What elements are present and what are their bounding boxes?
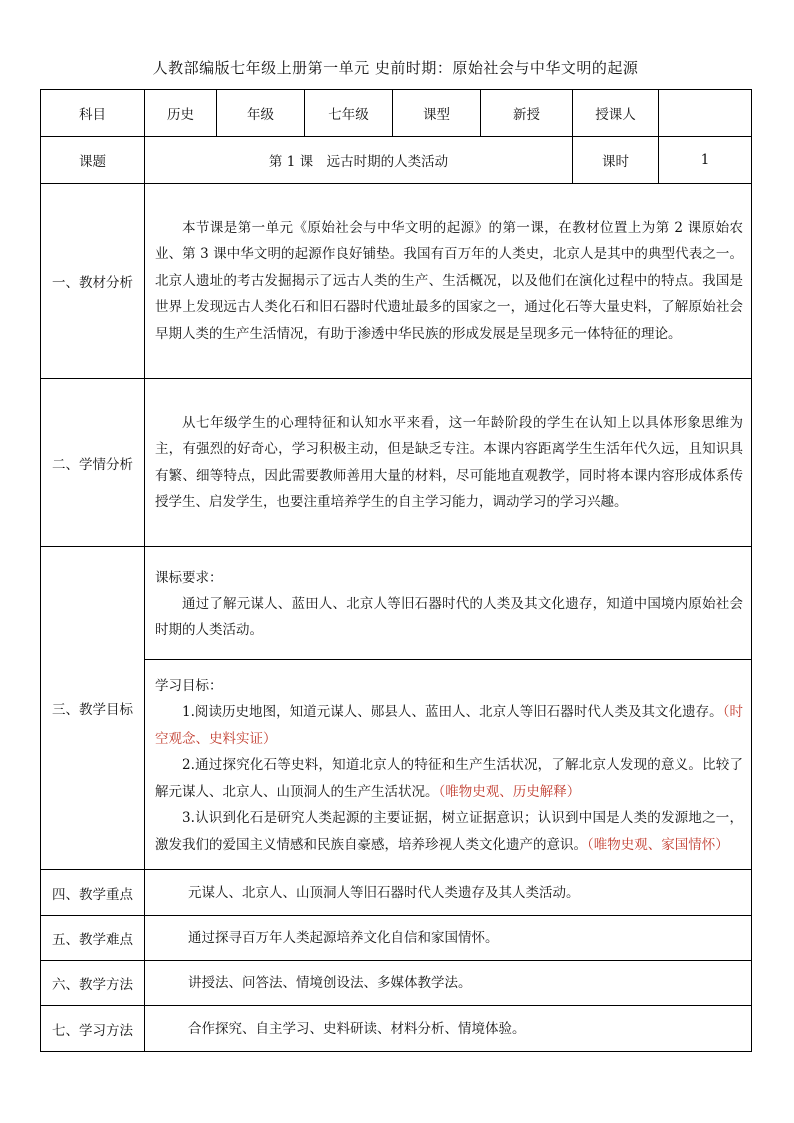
grade-value: 七年级 xyxy=(305,90,393,137)
topic-label: 课题 xyxy=(41,137,145,184)
learner-row xyxy=(41,379,752,547)
goal-2 xyxy=(155,752,743,805)
standard-cell xyxy=(145,547,752,660)
goal-3-tag: （唯物史观、家国情怀） xyxy=(587,836,729,853)
type-value: 新授 xyxy=(481,90,573,137)
header-row-1 xyxy=(41,90,752,137)
key-label: 四、教学重点 xyxy=(41,870,145,916)
method-label: 六、教学方法 xyxy=(41,961,145,1006)
standard-title: 课标要求： xyxy=(155,569,223,586)
grade-label: 年级 xyxy=(217,90,305,137)
goal-2-tag: （唯物史观、历史解释） xyxy=(438,783,581,800)
study-row xyxy=(41,1006,752,1052)
learner-text: 从七年级学生的心理特征和认知水平来看，这一年龄阶段的学生在认知上以具体形象思维为主，有强烈的好奇心，学习积极主动，但是缺乏专注。本课内容距离学生生活年代久远，且知识具有繁、细等特点，因此需要教师善用大量的材料，尽可能地直观教学，同时将本课内容形成体系传授学生、启发学生，也要注重培养学生的自主学习能力，调动学习的学习兴趣。 xyxy=(155,414,743,510)
goals-row-standard xyxy=(41,547,752,660)
goal-3 xyxy=(155,805,743,858)
method-text: 讲授法、问答法、情境创设法、多媒体教学法。 xyxy=(188,975,472,991)
analysis-cell xyxy=(145,184,752,379)
goal-1 xyxy=(155,699,743,752)
learner-label: 二、学情分析 xyxy=(41,379,145,547)
goal-1-tag: （时空观念、史料实证） xyxy=(155,704,744,747)
teacher-value xyxy=(659,90,752,137)
goal-1-text: 1.阅读历史地图，知道元谋人、郧县人、蓝田人、北京人等旧石器时代人类及其文化遗存。 xyxy=(182,704,723,720)
difficult-row xyxy=(41,916,752,961)
analysis-row xyxy=(41,184,752,379)
study-label: 七、学习方法 xyxy=(41,1006,145,1052)
goal-3-text: 3.认识到化石是研究人类起源的主要证据，树立证据意识；认识到中国是人类的发源地之一，激发我们的爱国主义情感和民族自豪感，培养珍视人类文化遗产的意识。 xyxy=(155,810,743,853)
header-row-2 xyxy=(41,137,752,184)
learning-cell xyxy=(145,660,752,870)
analysis-label: 一、教材分析 xyxy=(41,184,145,379)
analysis-text: 本节课是第一单元《原始社会与中华文明的起源》的第一课，在教材位置上为第 2 课原始农业、第 3 课中华文明的起源作良好铺垫。我国有百万年的人类史，北京人是其中的典型代表之一。北京人遗址的考古发掘揭示了远古人类的生产、生活概况，以及他们在演化过程中的特点。我国是世界上发现远古人类化石和旧石器时代遗址最多的国家之一，通过化石等大量史料，了解原始社会早期人类的生产生活情况，有助于渗透中华民族的形成发展是呈现多元一体特征的理论。 xyxy=(155,219,743,342)
goal-2-text: 2.通过探究化石等史料，知道北京人的特征和生产生活状况，了解北京人发现的意义。比较了解元谋人、北京人、山顶洞人的生产生活状况。 xyxy=(155,757,743,800)
topic-value: 第 1 课 远古时期的人类活动 xyxy=(145,137,573,184)
lesson-plan-table xyxy=(40,89,752,1052)
difficult-text: 通过探寻百万年人类起源培养文化自信和家国情怀。 xyxy=(188,930,499,946)
goals-label: 三、教学目标 xyxy=(41,547,145,870)
method-cell xyxy=(145,961,752,1006)
page-title: 人教部编版七年级上册第一单元 史前时期：原始社会与中华文明的起源 xyxy=(152,59,639,77)
learning-title: 学习目标： xyxy=(155,678,223,694)
standard-text: 通过了解元谋人、蓝田人、北京人等旧石器时代的人类及其文化遗存，知道中国境内原始社会时期的人类活动。 xyxy=(155,595,743,638)
subject-value: 历史 xyxy=(145,90,217,137)
key-cell xyxy=(145,870,752,916)
difficult-cell xyxy=(145,916,752,961)
study-cell xyxy=(145,1006,752,1052)
hours-value: 1 xyxy=(659,137,752,184)
key-row xyxy=(41,870,752,916)
teacher-label: 授课人 xyxy=(573,90,659,137)
type-label: 课型 xyxy=(393,90,481,137)
study-text: 合作探究、自主学习、史料研读、材料分析、情境体验。 xyxy=(188,1020,526,1037)
difficult-label: 五、教学难点 xyxy=(41,916,145,961)
goals-row-learning xyxy=(41,660,752,870)
learner-cell xyxy=(145,379,752,547)
key-text: 元谋人、北京人、山顶洞人等旧石器时代人类遗存及其人类活动。 xyxy=(188,884,580,901)
hours-label: 课时 xyxy=(573,137,659,184)
method-row xyxy=(41,961,752,1006)
subject-label: 科目 xyxy=(41,90,145,137)
